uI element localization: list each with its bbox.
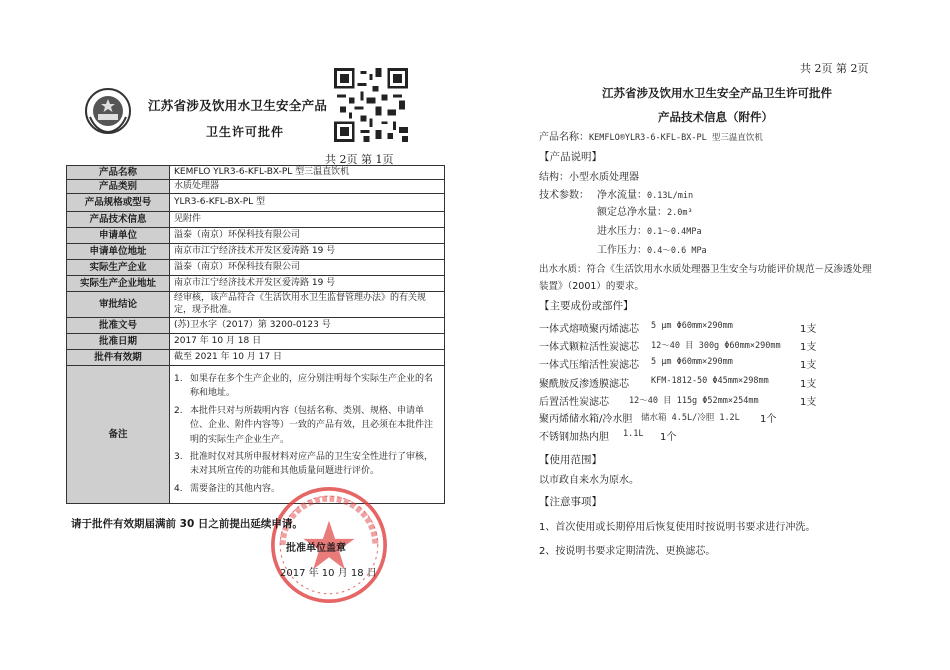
product-name-label: 产品名称： [539, 132, 589, 143]
row-label: 批准日期 [67, 334, 170, 350]
product-name-value: KEMFLO®YLR3-6-KFL-BX-PL 型三温直饮机 [589, 133, 763, 143]
row-label: 申请单位 [67, 228, 170, 244]
row-value: 南京市江宁经济技术开发区爱涛路 19 号 [170, 276, 445, 292]
part-qty: 1个 [660, 432, 677, 443]
row-value: 截至 2021 年 10 月 17 日 [170, 350, 445, 366]
row-label: 实际生产企业地址 [67, 276, 170, 292]
section-heading-description: 【产品说明】 [539, 151, 602, 163]
part-qty: 1支 [800, 324, 817, 335]
part-spec: 5 μm Φ60mm×290mm [651, 321, 733, 331]
part-qty: 1个 [760, 414, 777, 425]
part-name: 一体式颗粒活性炭滤芯 [539, 342, 639, 353]
note-text: 本批件只对与所载明内容（包括名称、类别、规格、申请单位、企业、附件内容等）一致的产品有效，且必须在本批件注明的实际生产企业生产。 [190, 405, 434, 445]
table-row [67, 194, 445, 212]
table-row [67, 180, 445, 194]
param-line [597, 241, 707, 256]
row-label: 产品类别 [67, 180, 170, 194]
attachment-title-line1: 江苏省涉及饮用水卫生安全产品卫生许可批件 [602, 86, 832, 100]
table-row [67, 212, 445, 228]
row-value: 溢泰（南京）环保科技有限公司 [170, 260, 445, 276]
row-value: YLR3-6-KFL-BX-PL 型 [170, 194, 445, 212]
part-name: 一体式压缩活性炭滤芯 [539, 360, 639, 371]
row-value: (苏)卫水字（2017）第 3200-0123 号 [170, 318, 445, 334]
part-qty: 1支 [800, 342, 817, 353]
water-quality-line1: 出水水质：符合《生活饮用水水质处理器卫生安全与功能评价规范－反渗透处理 [539, 264, 872, 275]
param-label: 进水压力： [597, 226, 647, 237]
part-name: 一体式熔喷聚丙烯滤芯 [539, 324, 639, 335]
param-value: 0.13L/min [647, 191, 694, 201]
approval-title-line2: 卫生许可批件 [206, 125, 285, 139]
scope-text: 以市政自来水为原水。 [539, 475, 639, 486]
note-text: 如果存在多个生产企业的，应分别注明每个实际生产企业的名称和地址。 [190, 373, 434, 399]
list-item [174, 450, 440, 479]
part-name: 聚酰胺反渗透膜滤芯 [539, 379, 629, 390]
product-name-line [539, 128, 763, 143]
param-value: 2.0m³ [667, 208, 693, 218]
row-value: 经审核，该产品符合《生活饮用水卫生监督管理办法》的有关规定，现予批准。 [170, 292, 445, 318]
row-label: 实际生产企业 [67, 260, 170, 276]
row-value: 见附件 [170, 212, 445, 228]
part-name: 后置活性炭滤芯 [539, 397, 609, 408]
part-spec: 储水箱 4.5L/冷胆 1.2L [641, 413, 740, 423]
row-value: 2017 年 10 月 18 日 [170, 334, 445, 350]
note-number: 3. [174, 451, 183, 462]
table-row [67, 244, 445, 260]
row-label: 产品名称 [67, 166, 170, 180]
param-label: 工作压力： [597, 245, 647, 256]
row-label: 产品规格或型号 [67, 194, 170, 212]
approval-table [66, 165, 445, 504]
row-label: 审批结论 [67, 292, 170, 318]
row-label: 备注 [67, 366, 170, 504]
table-row [67, 166, 445, 180]
note-number: 2. [174, 405, 183, 416]
tech-params-label: 技术参数： [539, 190, 589, 201]
table-row [67, 350, 445, 366]
table-row [67, 228, 445, 244]
part-name: 聚丙烯储水箱/冷水胆 [539, 414, 633, 425]
part-qty: 1支 [800, 397, 817, 408]
table-row [67, 276, 445, 292]
structure-line [539, 168, 639, 183]
section-heading-scope: 【使用范围】 [539, 454, 602, 466]
page-indicator: 共 2页 第 2页 [800, 62, 869, 75]
list-item [174, 404, 440, 447]
row-value: 水质处理器 [170, 180, 445, 194]
part-spec: 1.1L [623, 429, 644, 439]
qr-code-icon [334, 68, 408, 142]
param-label: 额定总净水量： [597, 207, 667, 218]
part-qty: 1支 [800, 360, 817, 371]
row-value: KEMFLO YLR3-6-KFL-BX-PL 型三温直饮机 [170, 166, 445, 180]
page-indicator: 共 2页 第 1页 [325, 153, 394, 166]
table-row [67, 292, 445, 318]
structure-label: 结构： [539, 172, 569, 183]
structure-value: 小型水质处理器 [569, 172, 639, 183]
approval-title-line1: 江苏省涉及饮用水卫生安全产品 [148, 98, 328, 113]
list-item [174, 372, 440, 401]
notice-item: 1、首次使用或长期停用后恢复使用时按说明书要求进行冲洗。 [539, 522, 816, 533]
notes-cell [170, 366, 445, 504]
national-emblem-icon [84, 87, 132, 135]
row-label: 申请单位地址 [67, 244, 170, 260]
row-label: 产品技术信息 [67, 212, 170, 228]
attachment-title-line2: 产品技术信息（附件） [658, 110, 773, 124]
note-text: 批准时仅对其所申报材料对应产品的卫生安全性进行了审核，未对其所宣传的功能和其他质量问题进行评价。 [190, 451, 434, 477]
part-spec: 5 μm Φ60mm×290mm [651, 357, 733, 367]
table-row [67, 260, 445, 276]
approval-date: 2017 年 10 月 18 日 [280, 568, 377, 579]
table-row [67, 366, 445, 504]
part-spec: 12～40 目 115g Φ52mm×254mm [629, 396, 759, 406]
table-row [67, 318, 445, 334]
water-quality-line2: 装置》（2001）的要求。 [539, 281, 644, 292]
part-name: 不锈钢加热内胆 [539, 432, 609, 443]
note-text: 需要备注的其他内容。 [190, 483, 281, 494]
row-label: 批件有效期 [67, 350, 170, 366]
note-number: 1. [174, 373, 183, 384]
renewal-notice: 请于批件有效期届满前 30 日之前提出延续申请。 [71, 518, 303, 530]
part-qty: 1支 [800, 379, 817, 390]
part-spec: KFM-1812-50 Φ45mm×298mm [651, 376, 769, 386]
part-spec: 12～40 目 300g Φ60mm×290mm [651, 341, 781, 351]
param-line [597, 203, 693, 218]
row-value: 南京市江宁经济技术开发区爱涛路 19 号 [170, 244, 445, 260]
table-row [67, 334, 445, 350]
row-value: 溢泰（南京）环保科技有限公司 [170, 228, 445, 244]
note-number: 4. [174, 483, 183, 494]
section-heading-parts: 【主要成份或部件】 [539, 300, 634, 312]
row-label: 批准文号 [67, 318, 170, 334]
notice-item: 2、按说明书要求定期清洗、更换滤芯。 [539, 546, 716, 557]
param-value: 0.1～0.4MPa [647, 227, 702, 237]
param-label: 净水流量： [597, 190, 647, 201]
section-heading-notice: 【注意事项】 [539, 496, 602, 508]
param-line [597, 186, 693, 201]
param-value: 0.4～0.6 MPa [647, 246, 707, 256]
approval-page-2 [475, 0, 950, 670]
param-line [597, 222, 702, 237]
notes-list [174, 372, 440, 496]
seal-caption: 批准单位盖章 [286, 543, 346, 554]
